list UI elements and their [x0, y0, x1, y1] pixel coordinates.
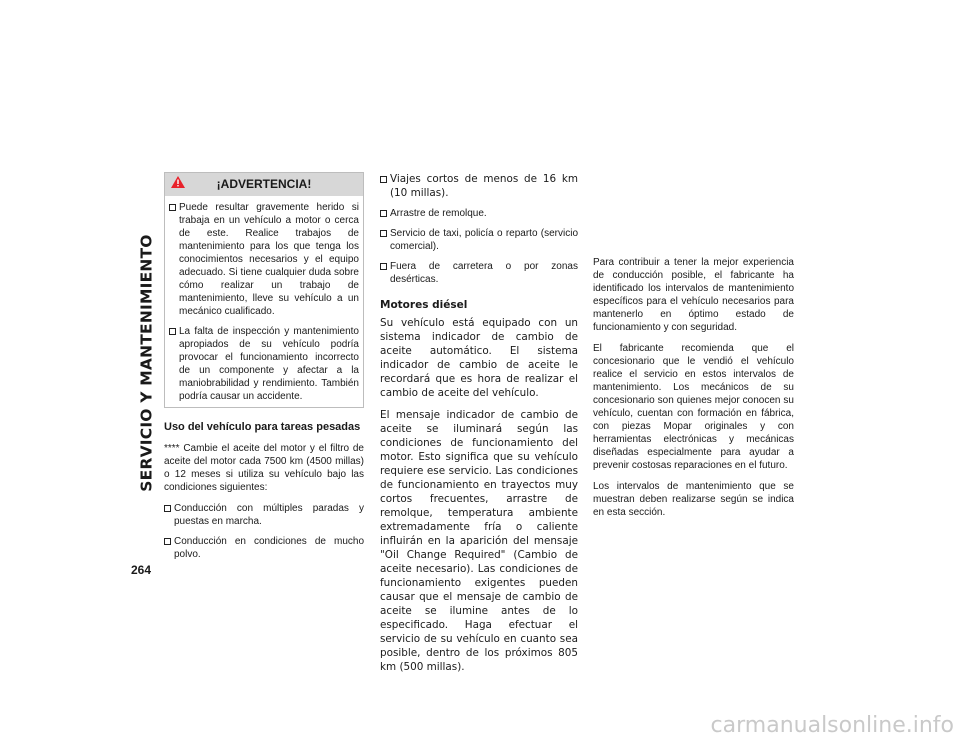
column-1	[164, 172, 364, 568]
body-paragraph: Para contribuir a tener la mejor experiencia de conducción posible, el fabricante ha identificado los intervalos de mantenimiento específicos para el vehículo necesarios para mantenerlo en óptimo estado de funcionamiento y con seguridad.	[593, 257, 794, 333]
warning-header	[165, 173, 363, 196]
column-2	[380, 172, 578, 673]
list-item: Arrastre de remolque.	[380, 207, 578, 220]
diesel-paragraph: El mensaje indicador de cambio de aceite se iluminará según las condiciones de funcionamiento del motor. Esto significa que su vehículo requiere ese servicio. Las condiciones de funcionamiento en trayectos muy cortos frecuentes, arrastre de remolque, temperatura ambiente extremadamente fría o caliente influirán en la aparición del mensaje "Oil Change Required" (Cambio de aceite necesario). Las condiciones de funcionamiento exigentes pueden causar que el mensaje de cambio de aceite se ilumine antes de lo especificado. Haga efectuar el servicio de su vehículo en cuanto sea posible, dentro de los próximos 805 km (500 millas).	[380, 409, 578, 673]
warning-box	[164, 172, 364, 408]
heavy-duty-heading: Uso del vehículo para tareas pesadas	[164, 421, 361, 433]
warning-body	[165, 196, 363, 407]
warning-item: La falta de inspección y mantenimiento apropiados de su vehículo podría provocar el funcionamiento incorrecto de un componente y afectar a la maniobrabilidad y rendimiento. También podría causar un accidente.	[169, 325, 359, 403]
list-item: Servicio de taxi, policía o reparto (servicio comercial).	[380, 227, 578, 253]
watermark: carmanualsonline.info	[710, 713, 954, 738]
list-item: Conducción en condiciones de mucho polvo.	[164, 535, 364, 561]
section-side-tab	[135, 172, 159, 554]
section-title: SERVICIO Y MANTENIMIENTO	[138, 234, 157, 492]
page-number: 264	[131, 563, 152, 577]
diesel-heading: Motores diésel	[380, 299, 468, 311]
warning-item: Puede resultar gravemente herido si trabaja en un vehículo a motor o cerca de este. Realice trabajos de mantenimiento para los que tenga los conocimientos necesarios y el equipo adecuado. Si tiene cualquier duda sobre cómo realizar un trabajo de mantenimiento, lleve su vehículo a un mecánico cualificado.	[169, 201, 359, 318]
body-paragraph: Los intervalos de mantenimiento que se muestran deben realizarse según se indica en esta sección.	[593, 481, 794, 518]
heavy-duty-intro: **** Cambie el aceite del motor y el filtro de aceite del motor cada 7500 km (4500 millas) o 12 meses si utiliza su vehículo bajo las condiciones siguientes:	[164, 443, 364, 493]
diesel-paragraph: Su vehículo está equipado con un sistema indicador de cambio de aceite automático. El sistema indicador de cambio de aceite le recordará que es hora de realizar el cambio de aceite del vehículo.	[380, 317, 578, 399]
body-paragraph: El fabricante recomienda que el concesionario que le vendió el vehículo realice el servicio en estos intervalos de mantenimiento. Los mecánicos de su concesionario son quienes mejor conocen su vehículo, cuentan con formación en fábrica, con piezas Mopar originales y con herramientas electrónicas y mecánicas diseñadas especialmente para ayudar a prevenir costosas reparaciones en el futuro.	[593, 343, 794, 471]
warning-triangle-icon	[171, 176, 185, 188]
warning-title: ¡ADVERTENCIA!	[216, 177, 312, 191]
list-item: Fuera de carretera o por zonas desérticas.	[380, 260, 578, 286]
list-item: Conducción con múltiples paradas y puestas en marcha.	[164, 502, 364, 528]
column-3	[593, 172, 794, 527]
list-item: Viajes cortos de menos de 16 km (10 millas).	[380, 172, 578, 200]
